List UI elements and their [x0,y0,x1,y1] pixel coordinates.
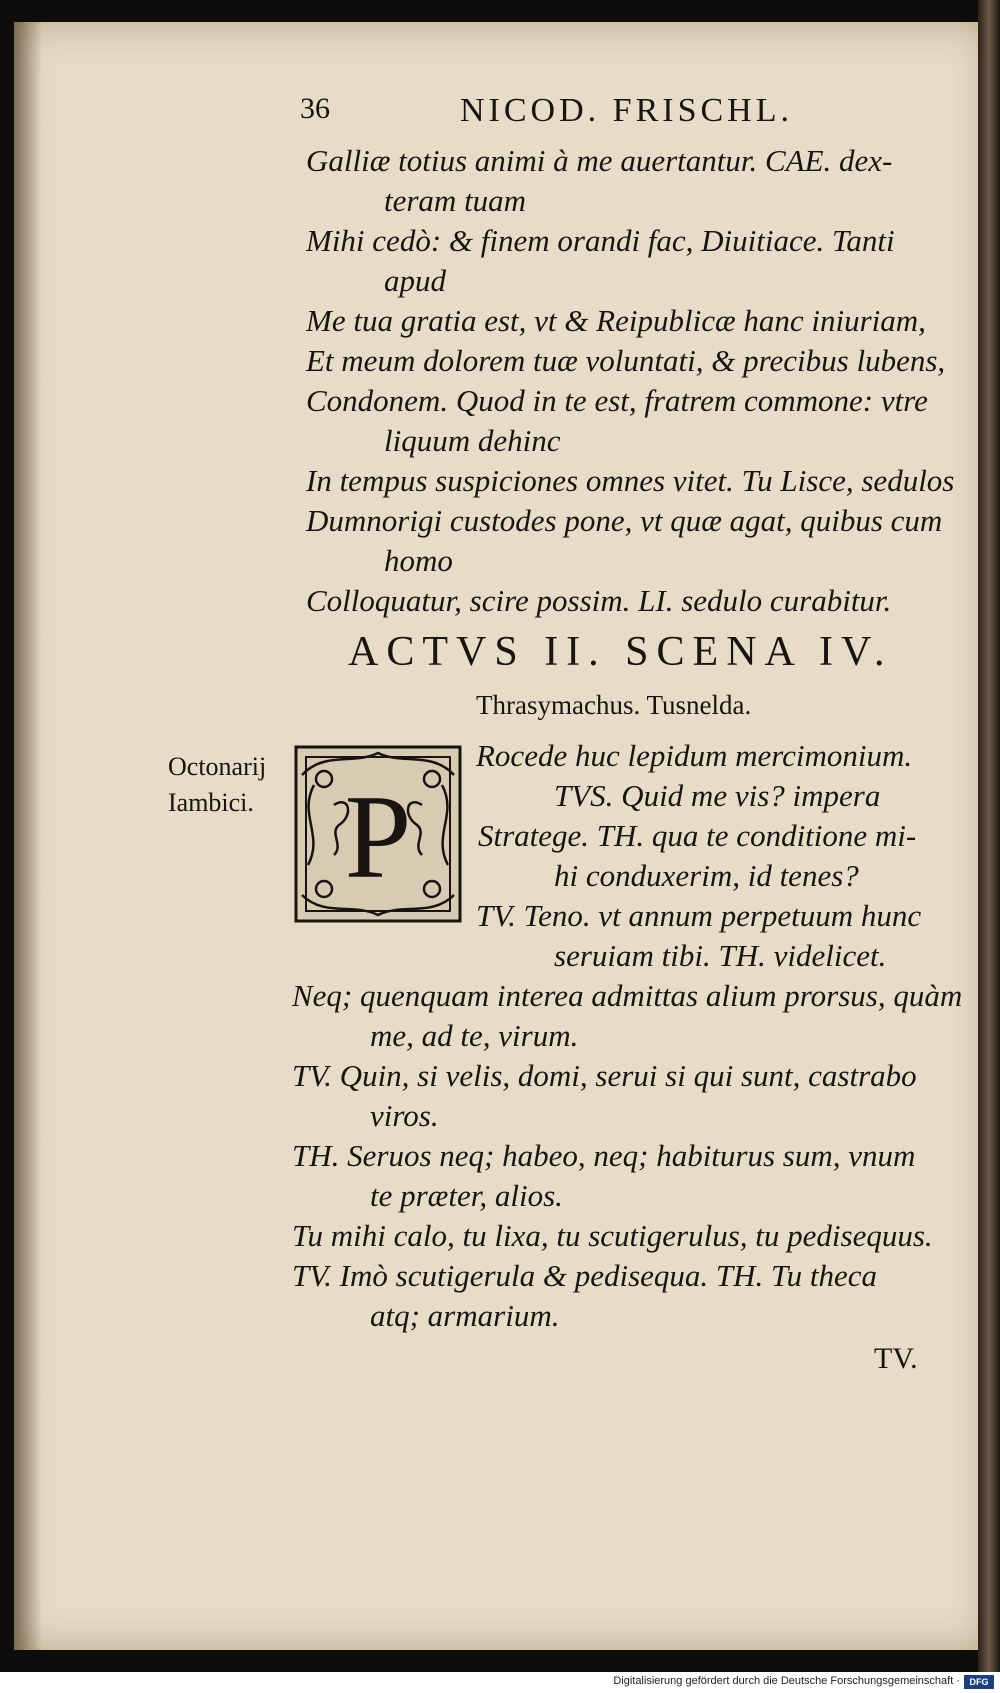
catchword: TV. [874,1342,918,1375]
text-line: Condonem. Quod in te est, fratrem commone: vtre [306,383,928,418]
text-line: liquum dehinc [384,423,561,458]
text-line: homo [384,543,453,578]
initial-letter: P [344,770,412,903]
text-line: Rocede huc lepidum mercimonium. [476,738,913,773]
text-line: seruiam tibi. TH. videlicet. [554,938,887,973]
footer-bar [0,1672,1000,1693]
text-line: Tu mihi calo, tu lixa, tu scutigerulus, tu pedisequus. [292,1218,933,1253]
text-line: Dumnorigi custodes pone, vt quæ agat, quibus cum [306,503,943,538]
text-line: te præter, alios. [370,1178,563,1213]
text-line: In tempus suspiciones omnes vitet. Tu Lisce, sedulos [306,463,955,498]
text-line: Colloquatur, scire possim. LI. sedulo curabitur. [306,583,892,618]
text-line: Galliæ totius animi à me auertantur. CAE. dex- [306,143,893,178]
text-line: TV. Imò scutigerula & pedisequa. TH. Tu theca [292,1258,877,1293]
scene-title: ACTVS II. SCENA IV. [348,629,893,675]
text-line: Neq; quenquam interea admittas alium prorsus, quàm [292,978,963,1013]
speaker-list: Thrasymachus. Tusnelda. [476,690,752,720]
text-line: me, ad te, virum. [370,1018,579,1053]
text-line: TV. Quin, si velis, domi, serui si qui sunt, castrabo [292,1058,917,1093]
margin-note: Octonarij [168,752,267,781]
footer-credit: Digitalisierung gefördert durch die Deutsche Forschungsgemeinschaft · [613,1675,960,1687]
text-line: Stratege. TH. qua te conditione mi- [478,818,917,853]
running-title: NICOD. FRISCHL. [460,92,793,129]
text-line: viros. [370,1098,439,1133]
text-line: Et meum dolorem tuæ voluntati, & precibus lubens, [306,343,946,378]
text-line: TVS. Quid me vis? impera [554,778,881,813]
dfg-logo-icon: DFG [964,1675,994,1689]
text-line: TH. Seruos neq; habeo, neq; habiturus sum, vnum [292,1138,916,1173]
page-edge [978,0,1000,1672]
spine-shadow [14,22,42,1650]
margin-note: Iambici. [168,788,254,817]
text-line: apud [384,263,446,298]
decorated-initial-ornament [294,745,462,923]
page-number: 36 [300,92,330,125]
text-line: hi conduxerim, id tenes? [554,858,859,893]
text-line: teram tuam [384,183,527,218]
text-line: atq; armarium. [370,1298,560,1333]
text-line: Mihi cedò: & finem orandi fac, Diuitiace. Tanti [306,223,895,258]
text-line: Me tua gratia est, vt & Reipublicæ hanc iniuriam, [306,303,926,338]
text-line: TV. Teno. vt annum perpetuum hunc [476,898,922,933]
